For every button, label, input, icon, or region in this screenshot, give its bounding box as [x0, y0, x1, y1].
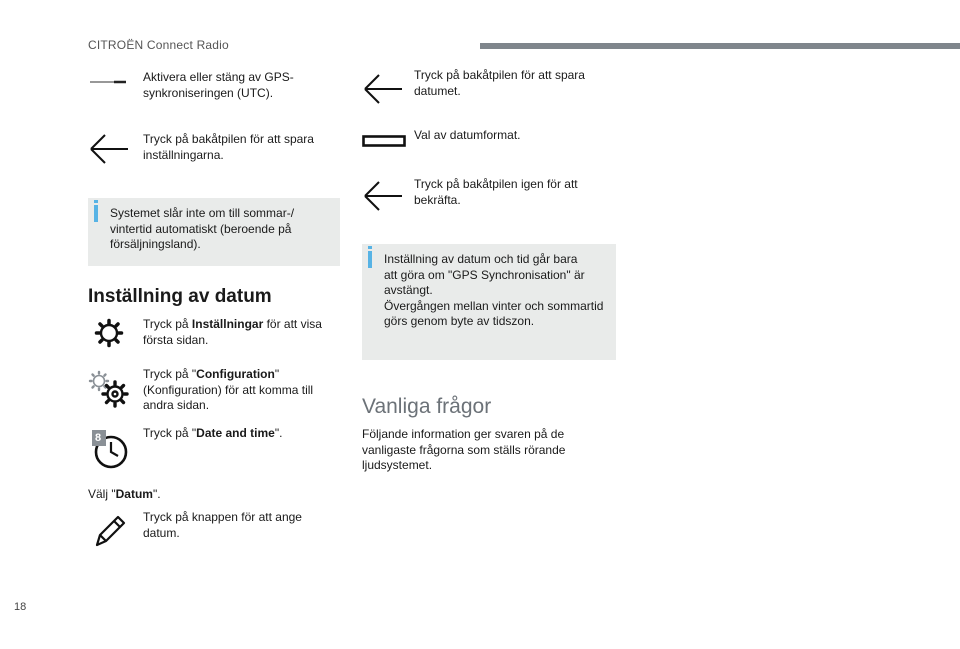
running-header: CITROËN Connect Radio: [88, 38, 229, 52]
select-datum: Välj "Datum".: [88, 487, 161, 501]
step-confirm: Tryck på bakåtpilen igen för att bekräfta.: [414, 177, 578, 207]
settings-gear-icon: [94, 318, 124, 348]
page-number: 18: [14, 601, 27, 613]
info-note: Systemet slår inte om till sommar-/ vintertid automatiskt (beroende på försäljningsland).: [88, 198, 340, 266]
section-heading-date: Inställning av datum: [88, 286, 272, 307]
info-note-gps: Inställning av datum och tid går bara att göra om "GPS Synchronisation" är avstängt. Övergången mellan vinter och sommartid görs genom byte av tidszon.: [362, 244, 616, 360]
pencil-icon: [93, 513, 127, 549]
date-format-icon: [362, 135, 406, 147]
back-arrow-icon: [88, 133, 130, 165]
step-date-and-time: Tryck på "Date and time".: [143, 426, 283, 440]
configuration-gears-icon: [88, 370, 132, 410]
step-gps-toggle: Aktivera eller stäng av GPS- synkroniseringen (UTC).: [143, 70, 294, 100]
step-open-configuration: Tryck på "Configuration" (Konfiguration) för att komma till andra sidan.: [143, 367, 314, 412]
info-icon: [94, 205, 98, 222]
step-date-format: Val av datumformat.: [414, 128, 521, 142]
step-open-settings: Tryck på Inställningar för att visa första sidan.: [143, 317, 322, 347]
header-bar: [480, 43, 960, 49]
clock-badge: 8: [94, 432, 102, 444]
toggle-icon: [88, 78, 128, 86]
section-heading-faq: Vanliga frågor: [362, 395, 492, 418]
info-icon: [368, 251, 372, 268]
back-arrow-icon: [362, 180, 404, 212]
step-save-date: Tryck på bakåtpilen för att spara datumet.: [414, 68, 585, 98]
step-enter-date: Tryck på knappen för att ange datum.: [143, 510, 302, 540]
step-save-settings: Tryck på bakåtpilen för att spara inställningarna.: [143, 132, 314, 162]
faq-intro: Följande information ger svaren på de vanligaste frågorna som ställs rörande ljudsystemet.: [362, 427, 566, 472]
back-arrow-icon: [362, 73, 404, 105]
